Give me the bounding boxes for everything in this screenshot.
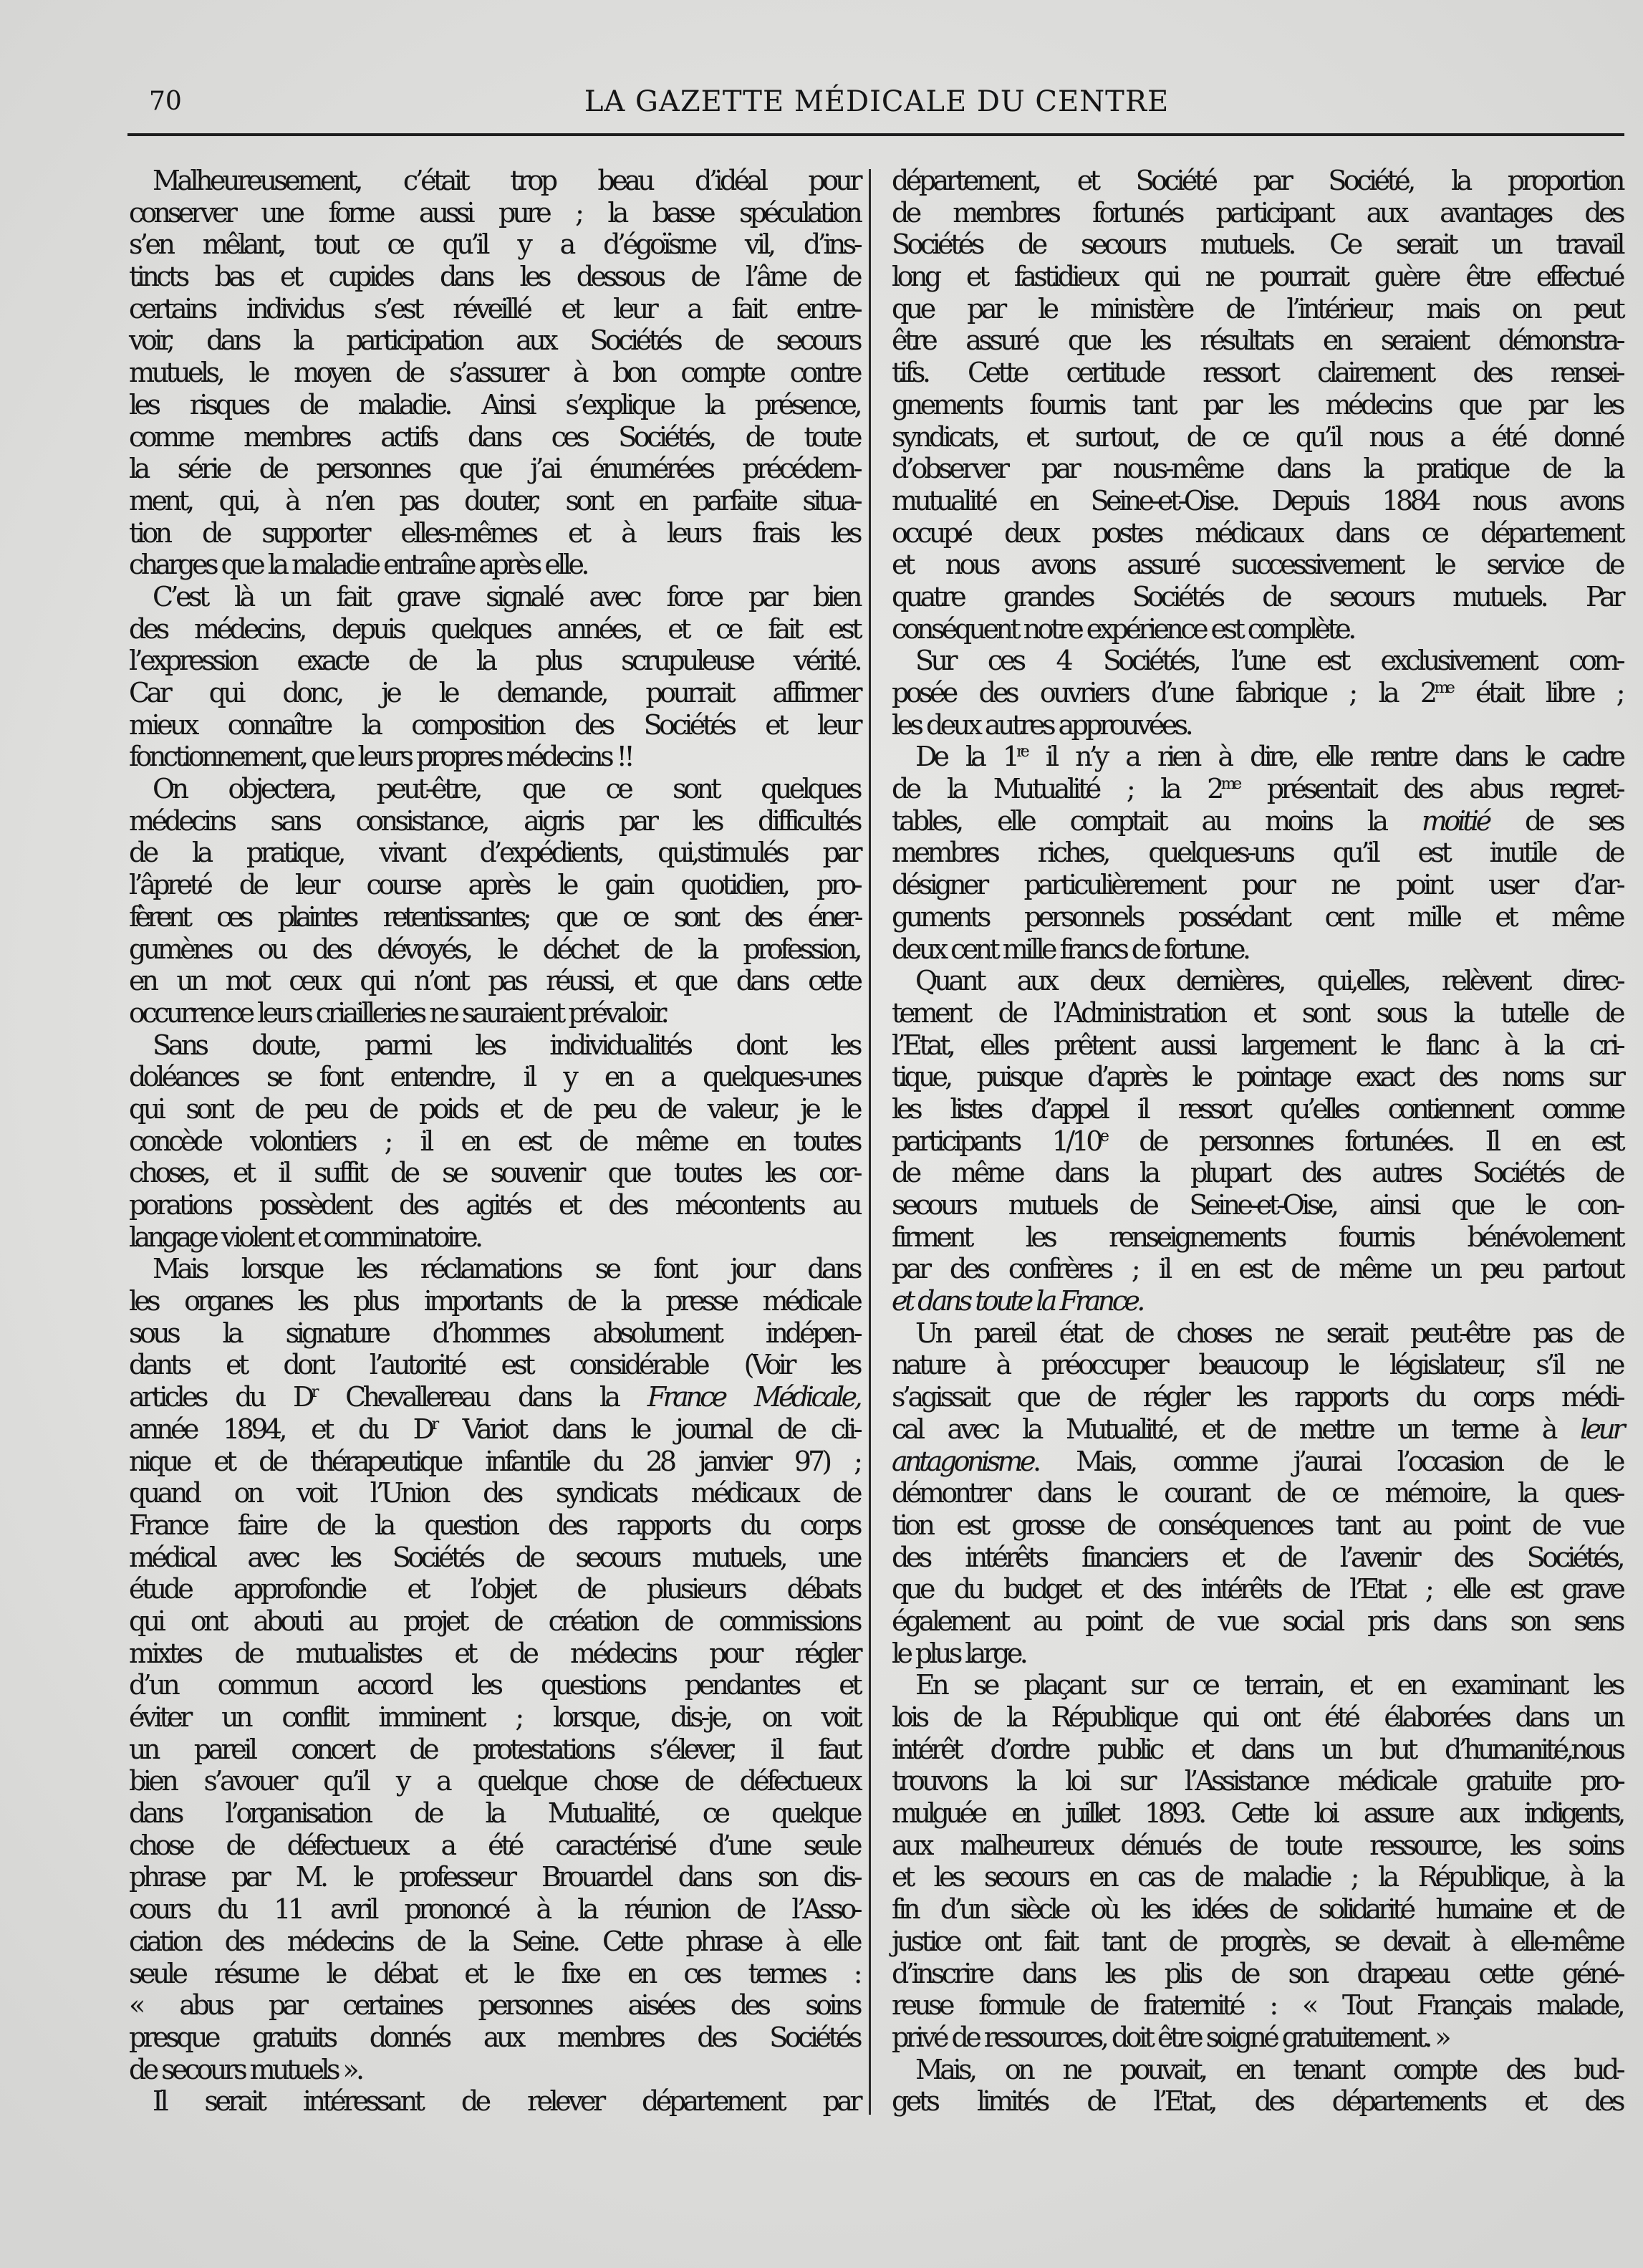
paragraph	[892, 2054, 1622, 2118]
text-line: des médecins, depuis quelques années, et ce fait est	[129, 612, 859, 645]
text-line: conséquent notre expérience est complète.	[892, 612, 1354, 645]
text-run: présentait des abus regret-	[1238, 773, 1623, 805]
text-line: s’en mêlant, tout ce qu’il y a d’égoïsme vil, d’ins-	[129, 229, 859, 261]
text-line	[892, 741, 1622, 773]
text-line: langage violent et comminatoire.	[129, 1221, 481, 1253]
text-line: Mais, on ne pouvait, en tenant compte des bud-	[915, 2053, 1622, 2085]
running-head-title: LA GAZETTE MÉDICALE DU CENTRE	[584, 85, 1170, 118]
paragraph	[892, 645, 1622, 741]
text-line: deux cent mille francs de fortune.	[892, 933, 1248, 965]
text-line: les listes d’appel il ressort qu’elles contiennent comme	[892, 1092, 1622, 1125]
column-divider-rule	[869, 169, 871, 2115]
text-line: « abus par certaines personnes aisées des soins	[129, 1989, 859, 2022]
text-line: par des confrères ; il en est de même un peu partout	[892, 1253, 1622, 1285]
text-line: gumènes ou des dévoyés, le déchet de la profession,	[129, 933, 859, 965]
text-line: que du budget et des intérêts de l’Etat ; elle est grave	[892, 1573, 1622, 1605]
paragraph	[129, 773, 859, 1029]
text-line: trouvons la loi sur l’Assistance médicale gratuite pro-	[892, 1765, 1622, 1797]
text-line: les risques de maladie. Ainsi s’explique la présence,	[129, 388, 859, 421]
text-line: En se plaçant sur ce terrain, et en examinant les	[915, 1669, 1622, 1701]
text-run: posée des ouvriers d’une fabrique ; la 2	[892, 677, 1435, 708]
text-run: Chevallereau dans la	[315, 1381, 647, 1413]
text-line: tincts bas et cupides dans les dessous de l’âme de	[129, 261, 859, 293]
text-line: concède volontiers ; il en est de même en toutes	[129, 1125, 859, 1157]
text-line	[129, 1413, 859, 1446]
text-line: Sociétés de secours mutuels. Ce serait un travail	[892, 229, 1622, 261]
text-line: mutualité en Seine-et-Oise. Depuis 1884 nous avons	[892, 484, 1622, 516]
left-text-column	[129, 165, 859, 2118]
text-line: long et fastidieux qui ne pourrait guère être effectué	[892, 261, 1622, 293]
text-line: presque gratuits donnés aux membres des Sociétés	[129, 2021, 859, 2053]
text-line: intérêt d’ordre public et dans un but d’humanité,nous	[892, 1733, 1622, 1765]
text-line: doléances se font entendre, il y en a quelques-unes	[129, 1061, 859, 1093]
text-line: reuse formule de fraternité : « Tout Français malade,	[892, 1989, 1622, 2022]
text-line: département, et Société par Société, la proportion	[892, 165, 1622, 196]
text-run: de ses	[1488, 804, 1623, 837]
text-line: seule résume le débat et le fixe en ces termes :	[129, 1957, 859, 1989]
text-run: . Mais, comme j’aurai l’occasion de le	[1032, 1445, 1622, 1477]
superscript: re	[1016, 743, 1026, 761]
text-run: De la 1	[915, 741, 1017, 773]
text-line: tion est grosse de conséquences tant au point de vue	[892, 1509, 1622, 1541]
text-line: être assuré que les résultats en seraient démonstra-	[892, 325, 1622, 357]
text-line: d’observer par nous-même dans la pratique de la	[892, 453, 1622, 485]
text-line	[892, 677, 1622, 709]
text-line: mixtes de mutualistes et de médecins pour régler	[129, 1637, 859, 1669]
text-line: C’est là un fait grave signalé avec force par bien	[153, 580, 859, 612]
superscript: me	[1434, 678, 1452, 697]
text-line: désigner particulièrement pour ne point user d’ar-	[892, 869, 1622, 901]
text-line: de secours mutuels ».	[129, 2053, 362, 2085]
text-line: justice ont fait tant de progrès, se devait à elle-même	[892, 1925, 1622, 1957]
text-run: tables, elle comptait au moins la	[892, 804, 1422, 837]
text-line: en un mot ceux qui n’ont pas réussi, et que dans cette	[129, 965, 859, 997]
text-line: l’âpreté de leur course après le gain quotidien, pro-	[129, 869, 859, 901]
superscript: r	[431, 1415, 436, 1433]
text-line: phrase par M. le professeur Brouardel dans son dis-	[129, 1861, 859, 1893]
text-line: Mais lorsque les réclamations se font jour dans	[153, 1253, 859, 1285]
paragraph	[129, 581, 859, 773]
paragraph	[892, 965, 1622, 1317]
text-line: s’agissait que de régler les rapports du corps médi-	[892, 1381, 1622, 1413]
text-line: des intérêts financiers et de l’avenir des Sociétés,	[892, 1541, 1622, 1573]
paragraph	[129, 1253, 859, 2085]
page-number: 70	[149, 87, 182, 116]
text-line: cours du 11 avril prononcé à la réunion de l’Asso-	[129, 1893, 859, 1926]
text-line: Quant aux deux dernières, qui,elles, relèvent direc-	[915, 965, 1622, 997]
text-line: certains individus s’est réveillé et leur a fait entre-	[129, 292, 859, 325]
text-line: chose de défectueux a été caractérisé d’une seule	[129, 1829, 859, 1861]
text-line: aux malheureux dénués de toute ressource, les soins	[892, 1829, 1622, 1861]
text-line: sous la signature d’hommes absolument indépen-	[129, 1317, 859, 1349]
text-line: médecins sans consistance, aigris par les difficultés	[129, 804, 859, 837]
text-line	[892, 1413, 1622, 1446]
text-line: mulguée en juillet 1893. Cette loi assure aux indigents,	[892, 1797, 1622, 1830]
text-line: de la pratique, vivant d’expédients, qui,stimulés par	[129, 837, 859, 869]
text-line: conserver une forme aussi pure ; la basse spéculation	[129, 196, 859, 229]
right-text-column	[892, 165, 1622, 2118]
text-line: dans l’organisation de la Mutualité, ce quelque	[129, 1797, 859, 1830]
text-line: les organes les plus importants de la presse médicale	[129, 1285, 859, 1317]
text-run: il n’y a rien à dire, elle rentre dans le cadre	[1026, 741, 1622, 773]
text-line: fèrent ces plaintes retentissantes; que ce sont des éner-	[129, 900, 859, 933]
text-line: nature à préoccuper beaucoup le législateur, s’il ne	[892, 1349, 1622, 1381]
text-run: Variot dans le journal de cli-	[435, 1413, 859, 1445]
paragraph	[892, 1317, 1622, 1670]
text-run: participants 1/10	[892, 1125, 1100, 1157]
text-line: également au point de vue social pris dans son sens	[892, 1605, 1622, 1637]
text-line: ment, qui, à n’en pas douter, sont en parfaite situa-	[129, 484, 859, 516]
text-line: Un pareil état de choses ne serait peut-être pas de	[915, 1317, 1622, 1349]
text-line: et les secours en cas de maladie ; la République, à la	[892, 1861, 1622, 1893]
text-line: Car qui donc, je le demande, pourrait affirmer	[129, 677, 859, 708]
text-line: fin d’un siècle où les idées de solidarité humaine et de	[892, 1893, 1622, 1926]
text-line: firment les renseignements fournis bénévolement	[892, 1221, 1622, 1253]
text-line: de même dans la plupart des autres Sociétés de	[892, 1157, 1622, 1189]
text-line: démontrer dans le courant de ce mémoire, la ques-	[892, 1477, 1622, 1509]
text-line: quatre grandes Sociétés de secours mutuels. Par	[892, 580, 1622, 612]
text-line	[892, 773, 1622, 805]
text-line: qui ont abouti au projet de création de commissions	[129, 1605, 859, 1637]
superscript: e	[1099, 1127, 1107, 1145]
text-line: privé de ressources, doit être soigné gratuitement. »	[892, 2021, 1449, 2053]
text-line: quand on voit l’Union des syndicats médicaux de	[129, 1477, 859, 1509]
text-line: tifs. Cette certitude ressort clairement des rensei-	[892, 357, 1622, 389]
text-line: de membres fortunés participant aux avantages des	[892, 196, 1622, 229]
text-line: et nous avons assuré successivement le service de	[892, 549, 1622, 581]
text-run: était libre ;	[1452, 677, 1622, 708]
text-line: Malheureusement, c’était trop beau d’idéal pour	[153, 165, 859, 196]
italic-text: et dans toute la France.	[892, 1285, 1142, 1317]
text-line: tique, puisque d’après le pointage exact des noms sur	[892, 1061, 1622, 1093]
text-line: bien s’avouer qu’il y a quelque chose de défectueux	[129, 1765, 859, 1797]
paragraph	[892, 1669, 1622, 2053]
text-line: l’expression exacte de la plus scrupuleuse vérité.	[129, 645, 859, 677]
italic-text: France Médicale,	[647, 1381, 859, 1413]
paragraph	[129, 165, 859, 581]
text-line: syndicats, et surtout, de ce qu’il nous a été donné	[892, 421, 1622, 453]
text-line: occurrence leurs criailleries ne sauraient prévaloir.	[129, 996, 667, 1029]
text-line: France faire de la question des rapports du corps	[129, 1509, 859, 1541]
text-line: Il serait intéressant de relever département par	[153, 2085, 859, 2118]
text-line: occupé deux postes médicaux dans ce département	[892, 516, 1622, 549]
paragraph	[129, 1029, 859, 1254]
text-run: cal avec la Mutualité, et de mettre un terme à	[892, 1413, 1580, 1445]
text-run: année 1894, et du D	[129, 1413, 432, 1445]
text-line: voir, dans la participation aux Sociétés de secours	[129, 325, 859, 357]
text-line: nique et de thérapeutique infantile du 28 janvier 97) ;	[129, 1445, 859, 1477]
text-line: d’un commun accord les questions pendantes et	[129, 1669, 859, 1701]
text-line: Sans doute, parmi les individualités dont les	[153, 1029, 859, 1061]
text-line: membres riches, quelques-uns qu’il est inutile de	[892, 837, 1622, 869]
text-line: choses, et il suffit de se souvenir que toutes les cor-	[129, 1157, 859, 1189]
text-line: Sur ces 4 Sociétés, l’une est exclusivement com-	[915, 645, 1622, 677]
italic-text: moitié	[1421, 804, 1489, 837]
text-line: porations possèdent des agités et des mécontents au	[129, 1189, 859, 1221]
text-line: mieux connaître la composition des Sociétés et leur	[129, 708, 859, 741]
text-line: secours mutuels de Seine-et-Oise, ainsi que le con-	[892, 1189, 1622, 1221]
text-line: médical avec les Sociétés de secours mutuels, une	[129, 1541, 859, 1573]
text-line: la série de personnes que j’ai énumérées précédem-	[129, 453, 859, 485]
text-run: de personnes fortunées. Il en est	[1106, 1125, 1622, 1157]
header-rule	[127, 133, 1624, 136]
italic-text: leur	[1579, 1413, 1622, 1445]
text-line: charges que la maladie entraîne après elle.	[129, 549, 587, 581]
text-line: guments personnels possédant cent mille et même	[892, 900, 1622, 933]
text-line: comme membres actifs dans ces Sociétés, de toute	[129, 421, 859, 453]
paragraph	[892, 741, 1622, 965]
text-line	[892, 1285, 1622, 1317]
text-line	[129, 1381, 859, 1413]
text-line: fonctionnement, que leurs propres médecins !!	[129, 741, 632, 773]
text-line: ciation des médecins de la Seine. Cette phrase à elle	[129, 1925, 859, 1957]
paragraph	[129, 2085, 859, 2118]
text-line: étude approfondie et l’objet de plusieurs débats	[129, 1573, 859, 1605]
text-run: articles du D	[129, 1381, 312, 1413]
text-line: éviter un conflit imminent ; lorsque, dis-je, on voit	[129, 1701, 859, 1733]
text-line: l’Etat, elles prêtent aussi largement le flanc à la cri-	[892, 1029, 1622, 1061]
text-line: le plus large.	[892, 1637, 1026, 1669]
text-line: On objectera, peut-être, que ce sont quelques	[153, 773, 859, 805]
text-line: gets limités de l’Etat, des départements et des	[892, 2085, 1622, 2118]
text-line	[892, 1125, 1622, 1158]
superscript: me	[1220, 774, 1239, 793]
superscript: r	[311, 1383, 316, 1401]
text-line	[892, 805, 1622, 837]
text-line	[892, 1446, 1622, 1478]
text-run: de la Mutualité ; la 2	[892, 773, 1221, 805]
paragraph	[892, 165, 1622, 645]
text-line: que par le ministère de l’intérieur, mais on peut	[892, 292, 1622, 325]
text-line: gnements fournis tant par les médecins que par les	[892, 388, 1622, 421]
text-line: un pareil concert de protestations s’élever, il faut	[129, 1733, 859, 1765]
text-line: mutuels, le moyen de s’assurer à bon compte contre	[129, 357, 859, 389]
text-line: qui sont de peu de poids et de peu de valeur, je le	[129, 1092, 859, 1125]
text-line: les deux autres approuvées.	[892, 708, 1191, 741]
text-line: lois de la République qui ont été élaborées dans un	[892, 1701, 1622, 1733]
text-line: tement de l’Administration et sont sous la tutelle de	[892, 996, 1622, 1029]
italic-text: antagonisme	[892, 1445, 1033, 1477]
text-line: tion de supporter elles-mêmes et à leurs frais les	[129, 516, 859, 549]
text-line: d’inscrire dans les plis de son drapeau cette géné-	[892, 1957, 1622, 1989]
text-line: dants et dont l’autorité est considérable (Voir les	[129, 1349, 859, 1381]
